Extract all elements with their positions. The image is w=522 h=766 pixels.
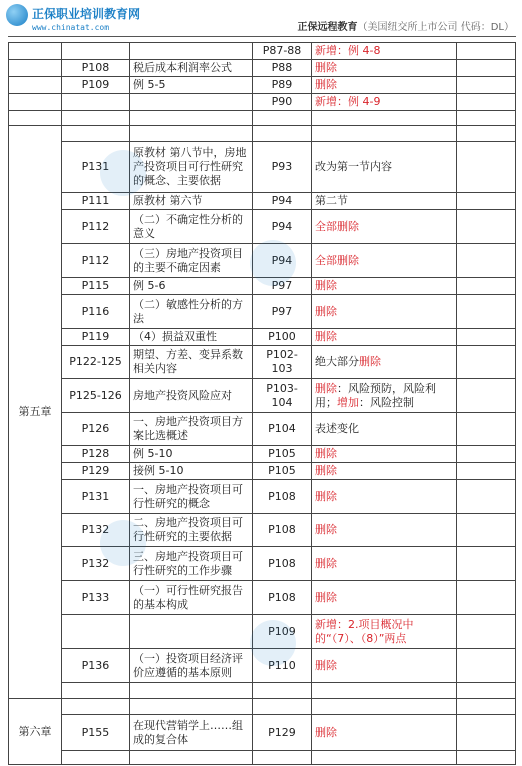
change-cell <box>312 715 457 751</box>
content-cell: （一）投资项目经济评价应遵循的基本原则 <box>130 649 253 683</box>
content-cell: （三）房地产投资项目的主要不确定因素 <box>130 244 253 278</box>
change-cell <box>312 379 457 413</box>
logo-url: www.chinatat.com <box>32 23 110 32</box>
table-row <box>9 193 516 210</box>
old-page-cell <box>62 683 130 699</box>
change-text: 新增：例 4-8 <box>315 44 381 57</box>
new-page-cell: P108 <box>253 514 312 547</box>
change-cell <box>312 581 457 615</box>
blank-cell <box>457 463 516 480</box>
new-page-cell: P102-103 <box>253 346 312 379</box>
new-page-cell: P97 <box>253 295 312 329</box>
change-text: 删除 <box>315 78 337 91</box>
new-page-cell: P108 <box>253 581 312 615</box>
brand-logo <box>6 4 206 36</box>
change-text: 删除 <box>315 61 337 74</box>
old-page-cell: P112 <box>62 210 130 244</box>
table-row <box>9 751 516 765</box>
change-cell <box>312 615 457 649</box>
table-row <box>9 94 516 111</box>
table-row <box>9 346 516 379</box>
chapter-cell <box>9 60 62 77</box>
old-page-cell <box>62 126 130 142</box>
new-page-cell: P90 <box>253 94 312 111</box>
old-page-cell <box>62 615 130 649</box>
blank-cell <box>457 446 516 463</box>
new-page-cell <box>253 126 312 142</box>
change-text: ：风险控制 <box>359 395 414 409</box>
content-cell: 例 5-6 <box>130 278 253 295</box>
change-cell <box>312 60 457 77</box>
new-page-cell: P108 <box>253 480 312 514</box>
table-row <box>9 699 516 715</box>
content-cell: （二）不确定性分析的意义 <box>130 210 253 244</box>
table-row <box>9 210 516 244</box>
blank-cell <box>457 649 516 683</box>
table-row <box>9 126 516 142</box>
blank-cell <box>457 547 516 581</box>
new-page-cell: P94 <box>253 244 312 278</box>
table-row <box>9 43 516 60</box>
old-page-cell: P129 <box>62 463 130 480</box>
change-cell <box>312 463 457 480</box>
blank-cell <box>457 111 516 126</box>
change-text: 删除 <box>315 523 337 536</box>
change-text: 新增：例 4-9 <box>315 95 381 108</box>
change-cell <box>312 683 457 699</box>
table-row <box>9 329 516 346</box>
change-cell <box>312 142 457 193</box>
old-page-cell: P126 <box>62 413 130 446</box>
change-cell <box>312 210 457 244</box>
new-page-cell: P105 <box>253 463 312 480</box>
change-text: 删除 <box>315 447 337 460</box>
chapter-label: 第六章 <box>18 724 52 738</box>
chapter-cell <box>9 111 62 126</box>
change-text: 删除 <box>359 355 381 368</box>
change-cell <box>312 43 457 60</box>
chapter-cell <box>9 77 62 94</box>
content-cell: 房地产投资风险应对 <box>130 379 253 413</box>
change-text: 删除 <box>315 590 337 604</box>
change-cell <box>312 193 457 210</box>
old-page-cell <box>62 111 130 126</box>
content-cell: 三、房地产投资项目可行性研究的工作步骤 <box>130 547 253 581</box>
table-row <box>9 463 516 480</box>
blank-cell <box>457 278 516 295</box>
change-cell <box>312 446 457 463</box>
chapter-label: 第五章 <box>18 405 52 418</box>
old-page-cell: P133 <box>62 581 130 615</box>
old-page-cell: P111 <box>62 193 130 210</box>
blank-cell <box>457 193 516 210</box>
new-page-cell: P94 <box>253 210 312 244</box>
header-corp-note: （美国纽交所上市公司 代码：DL） <box>357 22 514 33</box>
change-text: 删除 <box>315 489 337 503</box>
table-row <box>9 514 516 547</box>
content-cell <box>130 94 253 111</box>
table-row <box>9 615 516 649</box>
new-page-cell: P87-88 <box>253 43 312 60</box>
table-row <box>9 581 516 615</box>
change-text: 改为第一节内容 <box>315 160 392 173</box>
change-cell <box>312 547 457 581</box>
new-page-cell: P103-104 <box>253 379 312 413</box>
content-cell: 税后成本利润率公式 <box>130 60 253 77</box>
blank-cell <box>457 715 516 751</box>
change-text: 表述变化 <box>315 422 359 435</box>
new-page-cell: P109 <box>253 615 312 649</box>
old-page-cell <box>62 43 130 60</box>
old-page-cell: P132 <box>62 547 130 581</box>
content-cell: 例 5-10 <box>130 446 253 463</box>
old-page-cell: P115 <box>62 278 130 295</box>
change-text: 增加 <box>337 395 359 409</box>
table-row <box>9 379 516 413</box>
change-text: 删除 <box>315 304 337 318</box>
blank-cell <box>457 329 516 346</box>
header-rule <box>8 36 516 37</box>
new-page-cell: P110 <box>253 649 312 683</box>
new-page-cell: P108 <box>253 547 312 581</box>
new-page-cell <box>253 699 312 715</box>
content-cell: 在现代营销学上……组成的复合体 <box>130 715 253 751</box>
new-page-cell: P93 <box>253 142 312 193</box>
old-page-cell: P136 <box>62 649 130 683</box>
table-row <box>9 142 516 193</box>
blank-cell <box>457 244 516 278</box>
change-text: 删除 <box>315 658 337 672</box>
blank-cell <box>457 514 516 547</box>
table-row <box>9 547 516 581</box>
content-cell: 二、房地产投资项目可行性研究的主要依据 <box>130 514 253 547</box>
change-cell <box>312 480 457 514</box>
blank-cell <box>457 480 516 514</box>
change-cell <box>312 329 457 346</box>
chapter-cell <box>9 94 62 111</box>
change-text: 删除 <box>315 330 337 343</box>
table-row <box>9 111 516 126</box>
new-page-cell: P129 <box>253 715 312 751</box>
change-cell <box>312 244 457 278</box>
old-page-cell <box>62 699 130 715</box>
new-page-cell: P105 <box>253 446 312 463</box>
content-cell <box>130 111 253 126</box>
new-page-cell: P88 <box>253 60 312 77</box>
table-row <box>9 683 516 699</box>
blank-cell <box>457 413 516 446</box>
blank-cell <box>457 683 516 699</box>
chapter-cell <box>9 43 62 60</box>
change-text: 删除 <box>315 381 337 395</box>
change-cell <box>312 295 457 329</box>
old-page-cell: P131 <box>62 142 130 193</box>
change-text: 绝大部分 <box>315 355 359 368</box>
content-cell: 原教材 第八节中，房地产投资项目可行性研究的概念、主要依据 <box>130 142 253 193</box>
table-row <box>9 649 516 683</box>
blank-cell <box>457 60 516 77</box>
old-page-cell: P112 <box>62 244 130 278</box>
table-row <box>9 77 516 94</box>
blank-cell <box>457 379 516 413</box>
change-text: 新增：2.项目概况中的“（7）、（8）”两点 <box>315 617 414 645</box>
old-page-cell: P109 <box>62 77 130 94</box>
blank-cell <box>457 142 516 193</box>
old-page-cell <box>62 751 130 765</box>
content-cell <box>130 43 253 60</box>
content-cell: 接例 5-10 <box>130 463 253 480</box>
blank-cell <box>457 699 516 715</box>
change-text: 删除 <box>315 725 337 739</box>
blank-cell <box>457 581 516 615</box>
blank-cell <box>457 126 516 142</box>
blank-cell <box>457 77 516 94</box>
table-row <box>9 244 516 278</box>
new-page-cell: P89 <box>253 77 312 94</box>
old-page-cell: P131 <box>62 480 130 514</box>
changes-table <box>8 42 516 765</box>
content-cell <box>130 126 253 142</box>
old-page-cell: P119 <box>62 329 130 346</box>
new-page-cell <box>253 751 312 765</box>
old-page-cell: P155 <box>62 715 130 751</box>
change-cell <box>312 126 457 142</box>
new-page-cell <box>253 683 312 699</box>
old-page-cell: P122-125 <box>62 346 130 379</box>
blank-cell <box>457 210 516 244</box>
table-row <box>9 413 516 446</box>
blank-cell <box>457 615 516 649</box>
logo-brand-text: 正保职业培训教育网 <box>32 7 141 21</box>
change-text: 全部删除 <box>315 253 359 267</box>
old-page-cell: P132 <box>62 514 130 547</box>
header-brand: 正保远程教育 <box>297 22 358 33</box>
new-page-cell <box>253 111 312 126</box>
header-company <box>298 18 514 33</box>
table-row <box>9 480 516 514</box>
content-cell: 期望、方差、变异系数相关内容 <box>130 346 253 379</box>
change-cell <box>312 278 457 295</box>
change-text: 删除 <box>315 279 337 292</box>
change-text: 全部删除 <box>315 219 359 233</box>
change-text: 第二节 <box>315 194 348 207</box>
change-cell <box>312 649 457 683</box>
new-page-cell: P104 <box>253 413 312 446</box>
blank-cell <box>457 43 516 60</box>
table-row <box>9 60 516 77</box>
content-cell <box>130 683 253 699</box>
change-text: 删除 <box>315 556 337 570</box>
logo-globe-icon <box>6 4 28 26</box>
blank-cell <box>457 94 516 111</box>
blank-cell <box>457 751 516 765</box>
table-row <box>9 278 516 295</box>
content-cell: （一）可行性研究报告的基本构成 <box>130 581 253 615</box>
blank-cell <box>457 346 516 379</box>
content-cell <box>130 615 253 649</box>
change-cell <box>312 94 457 111</box>
change-cell <box>312 751 457 765</box>
change-cell <box>312 77 457 94</box>
content-cell: 一、房地产投资项目可行性研究的概念 <box>130 480 253 514</box>
old-page-cell: P125-126 <box>62 379 130 413</box>
blank-cell <box>457 295 516 329</box>
old-page-cell: P128 <box>62 446 130 463</box>
content-cell: 一、房地产投资项目方案比选概述 <box>130 413 253 446</box>
new-page-cell: P94 <box>253 193 312 210</box>
content-cell <box>130 699 253 715</box>
chapter-cell <box>9 699 62 765</box>
change-text: ：风险预防，风险利用； <box>315 381 436 409</box>
chapter-cell <box>9 126 62 699</box>
content-cell: （二）敏感性分析的方法 <box>130 295 253 329</box>
change-cell <box>312 346 457 379</box>
change-cell <box>312 111 457 126</box>
change-cell <box>312 699 457 715</box>
new-page-cell: P100 <box>253 329 312 346</box>
change-text: 删除 <box>315 464 337 477</box>
old-page-cell: P116 <box>62 295 130 329</box>
change-cell <box>312 413 457 446</box>
old-page-cell <box>62 94 130 111</box>
change-cell <box>312 514 457 547</box>
content-cell: 例 5-5 <box>130 77 253 94</box>
table-row <box>9 446 516 463</box>
content-cell <box>130 751 253 765</box>
old-page-cell: P108 <box>62 60 130 77</box>
page-header <box>0 0 522 40</box>
new-page-cell: P97 <box>253 278 312 295</box>
content-cell: （4）损益双重性 <box>130 329 253 346</box>
table-row <box>9 715 516 751</box>
table-row <box>9 295 516 329</box>
content-cell: 原教材 第六节 <box>130 193 253 210</box>
